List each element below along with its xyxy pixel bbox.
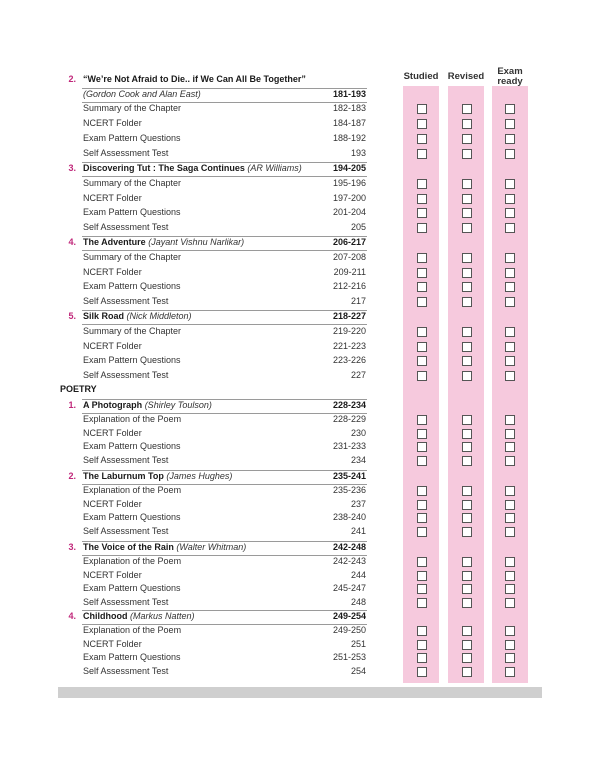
entry-pages: 227 [350, 370, 366, 381]
studied-checkbox[interactable] [417, 653, 427, 663]
studied-checkbox[interactable] [417, 442, 427, 452]
exam-ready-checkbox[interactable] [505, 268, 515, 278]
entry-pages: 217 [350, 296, 366, 307]
exam-ready-checkbox[interactable] [505, 356, 515, 366]
revised-checkbox[interactable] [462, 626, 472, 636]
chapter-title [83, 237, 244, 247]
entry-label: Self Assessment Test [83, 222, 169, 233]
studied-checkbox[interactable] [417, 179, 427, 189]
entry-label: Summary of the Chapter [83, 178, 182, 188]
studied-checkbox[interactable] [417, 104, 427, 114]
revised-checkbox[interactable] [462, 527, 472, 537]
chapter-author: (Gordon Cook and Alan East) [83, 89, 201, 99]
chapter-number: 1. [68, 400, 76, 410]
entry-pages: 238-240 [332, 512, 366, 522]
entry-pages: 254 [350, 665, 366, 676]
revised-checkbox[interactable] [462, 513, 472, 523]
revised-checkbox[interactable] [462, 456, 472, 466]
entry-label: Exam Pattern Questions [83, 281, 181, 292]
entry-label: Explanation of the Poem [83, 625, 182, 635]
studied-checkbox[interactable] [417, 584, 427, 594]
chapter-title [83, 163, 302, 173]
revised-checkbox[interactable] [462, 640, 472, 650]
entry-label: NCERT Folder [83, 192, 142, 203]
chapter-title [83, 311, 192, 321]
chapter-number: 3. [68, 163, 76, 173]
entry-pages: 249-250 [332, 625, 366, 635]
exam-ready-checkbox[interactable] [505, 500, 515, 510]
entry-pages: 251-253 [332, 652, 366, 662]
entry-pages: 184-187 [332, 118, 366, 128]
studied-checkbox[interactable] [417, 513, 427, 523]
studied-checkbox[interactable] [417, 149, 427, 159]
exam-ready-checkbox[interactable] [505, 327, 515, 337]
page-range: 206-217 [332, 237, 366, 247]
exam-ready-checkbox[interactable] [505, 253, 515, 263]
revised-checkbox[interactable] [462, 149, 472, 159]
revised-checkbox[interactable] [462, 268, 472, 278]
divider [82, 324, 367, 325]
entry-pages: 244 [350, 569, 366, 580]
entry-label: Exam Pattern Questions [83, 355, 181, 366]
entry-label: NCERT Folder [83, 340, 142, 351]
exam-ready-checkbox[interactable] [505, 194, 515, 204]
entry-pages: 251 [350, 638, 366, 649]
revised-checkbox[interactable] [462, 571, 472, 581]
chapter-title [83, 400, 212, 410]
exam-ready-checkbox[interactable] [505, 429, 515, 439]
chapter-title-text: Silk Road [83, 311, 125, 321]
exam-ready-checkbox[interactable] [505, 486, 515, 496]
chapter-number: 2. [68, 74, 76, 84]
exam-ready-checkbox[interactable] [505, 640, 515, 650]
chapter-author: (Markus Natten) [130, 611, 195, 621]
page-range: 235-241 [332, 471, 366, 481]
revised-checkbox[interactable] [462, 371, 472, 381]
entry-pages: 221-223 [332, 340, 366, 351]
divider [82, 250, 367, 251]
chapter-title-text: The Laburnum Top [83, 471, 164, 481]
exam-ready-checkbox[interactable] [505, 282, 515, 292]
entry-label: Exam Pattern Questions [83, 441, 181, 451]
revised-checkbox[interactable] [462, 653, 472, 663]
page-range: 194-205 [332, 163, 366, 173]
entry-pages: 241 [350, 525, 366, 536]
studied-checkbox[interactable] [417, 342, 427, 352]
chapter-title [83, 74, 306, 84]
chapter-author: (Nick Middleton) [126, 311, 192, 321]
revised-checkbox[interactable] [462, 415, 472, 425]
studied-checkbox[interactable] [417, 557, 427, 567]
page-range: 181-193 [332, 89, 366, 99]
entry-pages: 212-216 [332, 281, 366, 292]
entry-pages: 195-196 [332, 178, 366, 188]
exam-ready-checkbox[interactable] [505, 179, 515, 189]
entry-pages: 230 [350, 427, 366, 438]
entry-pages: 207-208 [332, 252, 366, 262]
footer-bar [58, 687, 542, 698]
studied-checkbox[interactable] [417, 356, 427, 366]
exam-ready-checkbox[interactable] [505, 653, 515, 663]
studied-checkbox[interactable] [417, 297, 427, 307]
studied-checkbox[interactable] [417, 500, 427, 510]
exam-ready-header: Exam ready [497, 66, 523, 87]
entry-pages: 228-229 [332, 414, 366, 424]
studied-checkbox[interactable] [417, 253, 427, 263]
chapter-author: (Jayant Vishnu Narlikar) [148, 237, 245, 247]
page-range: 218-227 [332, 311, 366, 321]
exam-ready-checkbox[interactable] [505, 557, 515, 567]
entry-pages: 237 [350, 498, 366, 509]
page-range: 249-254 [332, 611, 366, 621]
entry-label: Exam Pattern Questions [83, 512, 181, 522]
studied-checkbox[interactable] [417, 640, 427, 650]
entry-label: Self Assessment Test [83, 525, 169, 536]
entry-label: Exam Pattern Questions [83, 133, 181, 143]
revised-checkbox[interactable] [462, 134, 472, 144]
studied-checkbox[interactable] [417, 456, 427, 466]
entry-label: Self Assessment Test [83, 454, 169, 465]
entry-label: Exam Pattern Questions [83, 652, 181, 662]
entry-pages: 209-211 [333, 266, 366, 277]
revised-checkbox[interactable] [462, 223, 472, 233]
revised-checkbox[interactable] [462, 500, 472, 510]
entry-pages: 201-204 [332, 207, 366, 218]
studied-checkbox[interactable] [417, 626, 427, 636]
studied-checkbox[interactable] [417, 429, 427, 439]
page-range: 242-248 [332, 542, 366, 552]
exam-ready-checkbox[interactable] [505, 223, 515, 233]
entry-label: NCERT Folder [83, 427, 142, 438]
studied-checkbox[interactable] [417, 667, 427, 677]
entry-label: NCERT Folder [83, 266, 142, 277]
entry-label: NCERT Folder [83, 498, 142, 509]
revised-checkbox[interactable] [462, 598, 472, 608]
entry-label: Exam Pattern Questions [83, 207, 181, 218]
chapter-title-text: Discovering Tut : The Saga Continues [83, 163, 245, 173]
studied-checkbox[interactable] [417, 223, 427, 233]
revised-checkbox[interactable] [462, 119, 472, 129]
entry-label: Self Assessment Test [83, 665, 169, 676]
revised-checkbox[interactable] [462, 179, 472, 189]
chapter-number: 5. [68, 311, 76, 321]
entry-label: NCERT Folder [83, 569, 142, 580]
revised-checkbox[interactable] [462, 486, 472, 496]
chapter-title [83, 611, 195, 621]
entry-pages: 235-236 [332, 485, 366, 495]
entry-label: NCERT Folder [83, 638, 142, 649]
divider [82, 176, 367, 177]
chapter-number: 4. [68, 611, 76, 621]
entry-pages: 197-200 [332, 192, 366, 203]
entry-pages: 248 [350, 596, 366, 607]
revised-checkbox[interactable] [462, 667, 472, 677]
entry-label: Exam Pattern Questions [83, 583, 181, 593]
exam-ready-checkbox[interactable] [505, 149, 515, 159]
entry-label: Self Assessment Test [83, 296, 169, 307]
studied-checkbox[interactable] [417, 527, 427, 537]
studied-checkbox[interactable] [417, 282, 427, 292]
exam-ready-checkbox[interactable] [505, 342, 515, 352]
studied-checkbox[interactable] [417, 571, 427, 581]
exam-ready-checkbox[interactable] [505, 584, 515, 594]
revised-checkbox[interactable] [462, 442, 472, 452]
studied-checkbox[interactable] [417, 486, 427, 496]
revised-checkbox[interactable] [462, 557, 472, 567]
exam-ready-checkbox[interactable] [505, 667, 515, 677]
revised-checkbox[interactable] [462, 104, 472, 114]
chapter-title-text: The Voice of the Rain [83, 542, 174, 552]
studied-checkbox[interactable] [417, 268, 427, 278]
exam-ready-checkbox[interactable] [505, 104, 515, 114]
entry-pages: 205 [350, 222, 366, 233]
entry-pages: 242-243 [332, 556, 366, 566]
revised-header: Revised [447, 71, 485, 82]
revised-checkbox[interactable] [462, 356, 472, 366]
revised-checkbox[interactable] [462, 584, 472, 594]
studied-checkbox[interactable] [417, 371, 427, 381]
entry-label: Summary of the Chapter [83, 252, 182, 262]
revised-checkbox[interactable] [462, 208, 472, 218]
revised-checkbox[interactable] [462, 327, 472, 337]
studied-header: Studied [403, 71, 439, 82]
exam-ready-checkbox[interactable] [505, 134, 515, 144]
chapter-title-text: “We’re Not Afraid to Die.. if We Can All Be Together” [83, 74, 306, 84]
exam-ready-checkbox[interactable] [505, 371, 515, 381]
entry-label: Summary of the Chapter [83, 103, 182, 113]
exam-ready-checkbox[interactable] [505, 527, 515, 537]
chapter-number: 4. [68, 237, 76, 247]
exam-ready-checkbox[interactable] [505, 456, 515, 466]
exam-ready-checkbox[interactable] [505, 208, 515, 218]
exam-ready-checkbox[interactable] [505, 119, 515, 129]
entry-pages: 182-183 [332, 103, 366, 113]
entry-label: Explanation of the Poem [83, 556, 182, 566]
entry-label: Self Assessment Test [83, 148, 169, 158]
entry-label: Explanation of the Poem [83, 414, 182, 424]
entry-pages: 231-233 [332, 441, 366, 451]
exam-ready-checkbox[interactable] [505, 626, 515, 636]
exam-ready-checkbox[interactable] [505, 415, 515, 425]
revised-checkbox[interactable] [462, 342, 472, 352]
studied-checkbox[interactable] [417, 119, 427, 129]
entry-pages: 219-220 [332, 326, 366, 336]
studied-checkbox[interactable] [417, 598, 427, 608]
studied-checkbox[interactable] [417, 208, 427, 218]
chapter-number: 3. [68, 542, 76, 552]
entry-label: Self Assessment Test [83, 370, 169, 381]
exam-ready-checkbox[interactable] [505, 442, 515, 452]
chapter-title [83, 471, 232, 481]
exam-ready-checkbox[interactable] [505, 297, 515, 307]
entry-pages: 188-192 [332, 133, 366, 143]
chapter-title [83, 542, 246, 552]
entry-label: Self Assessment Test [83, 596, 169, 607]
studied-checkbox[interactable] [417, 415, 427, 425]
page-range: 228-234 [332, 400, 366, 410]
revised-checkbox[interactable] [462, 282, 472, 292]
chapter-title-text: The Adventure [83, 237, 146, 247]
chapter-author: (AR Williams) [247, 163, 302, 173]
revised-checkbox[interactable] [462, 297, 472, 307]
chapter-title-text: A Photograph [83, 400, 143, 410]
entry-pages: 234 [350, 454, 366, 465]
chapter-author: (Shirley Toulson) [144, 400, 212, 410]
entry-pages: 223-226 [332, 355, 366, 366]
studied-checkbox[interactable] [417, 134, 427, 144]
entry-label: Explanation of the Poem [83, 485, 182, 495]
entry-pages: 193 [350, 148, 366, 158]
studied-checkbox[interactable] [417, 327, 427, 337]
entry-label: NCERT Folder [83, 118, 142, 128]
exam-ready-checkbox[interactable] [505, 598, 515, 608]
chapter-author: (James Hughes) [166, 471, 233, 481]
chapter-number: 2. [68, 471, 76, 481]
entry-label: Summary of the Chapter [83, 326, 182, 336]
chapter-author: (Walter Whitman) [176, 542, 247, 552]
exam-ready-checkbox[interactable] [505, 513, 515, 523]
section-heading: POETRY [60, 384, 97, 394]
entry-pages: 245-247 [332, 583, 366, 593]
chapter-title-text: Childhood [83, 611, 128, 621]
exam-ready-checkbox[interactable] [505, 571, 515, 581]
revised-checkbox[interactable] [462, 429, 472, 439]
studied-checkbox[interactable] [417, 194, 427, 204]
revised-checkbox[interactable] [462, 194, 472, 204]
revised-checkbox[interactable] [462, 253, 472, 263]
